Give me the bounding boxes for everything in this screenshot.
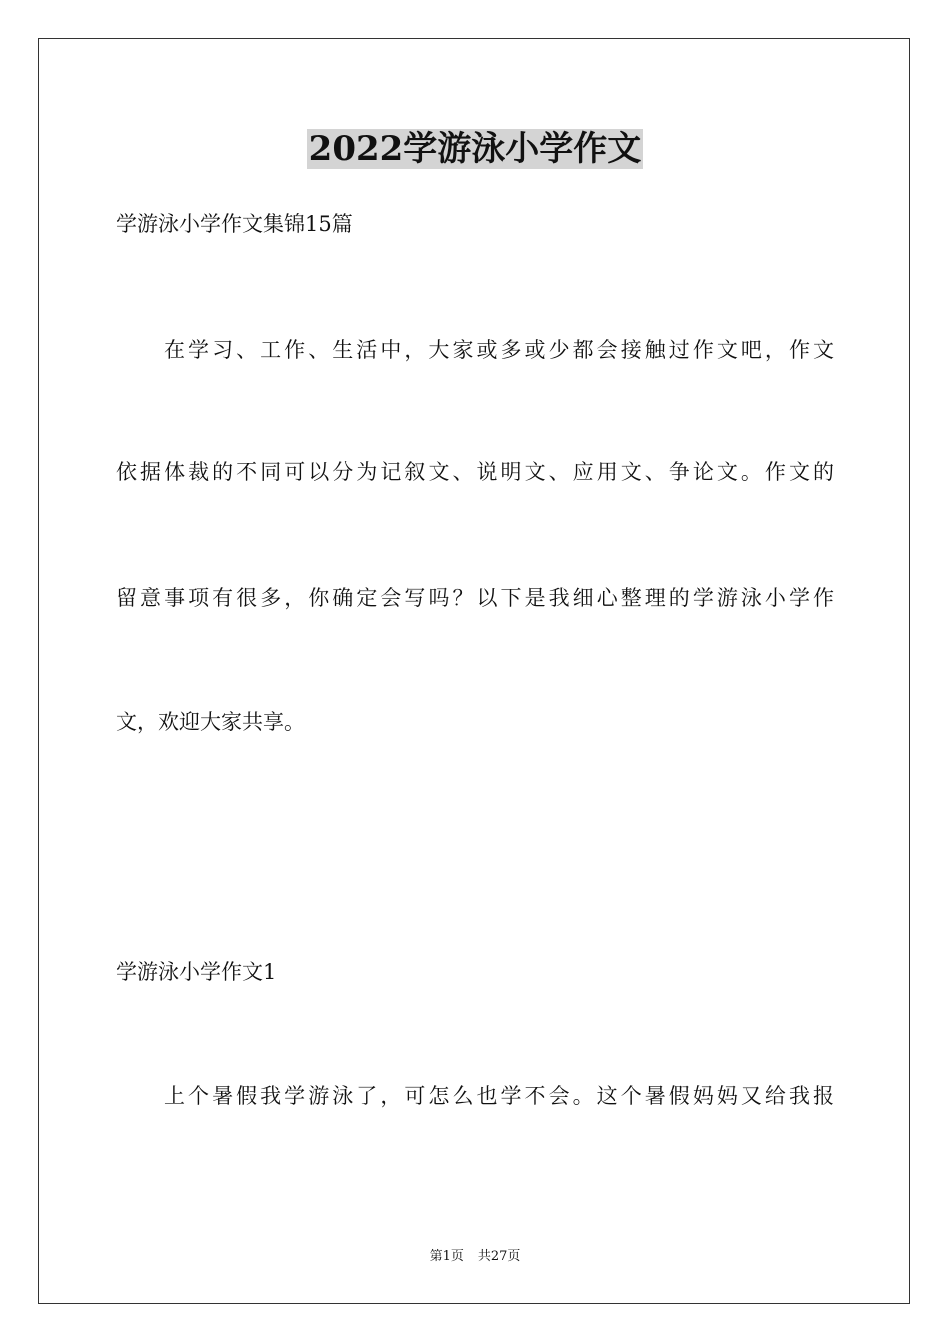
document-title-text: 2022学游泳小学作文 bbox=[308, 129, 642, 169]
document-subtitle: 学游泳小学作文集锦15篇 bbox=[116, 212, 353, 236]
intro-line-2: 依据体裁的不同可以分为记叙文、说明文、应用文、争论文。作文的 bbox=[116, 460, 834, 484]
page-footer bbox=[0, 1248, 950, 1266]
footer-page-number: 第1页 bbox=[429, 1249, 464, 1264]
intro-line-3: 留意事项有很多，你确定会写吗？以下是我细心整理的学游泳小学作 bbox=[116, 586, 834, 610]
footer-total-pages: 共27页 bbox=[477, 1249, 521, 1264]
section-heading: 学游泳小学作文1 bbox=[116, 960, 277, 984]
document-title bbox=[0, 124, 950, 174]
intro-line-4: 文，欢迎大家共享。 bbox=[116, 710, 305, 734]
section-line-1: 上个暑假我学游泳了，可怎么也学不会。这个暑假妈妈又给我报 bbox=[164, 1084, 834, 1108]
intro-line-1: 在学习、工作、生活中，大家或多或少都会接触过作文吧，作文 bbox=[164, 338, 834, 362]
